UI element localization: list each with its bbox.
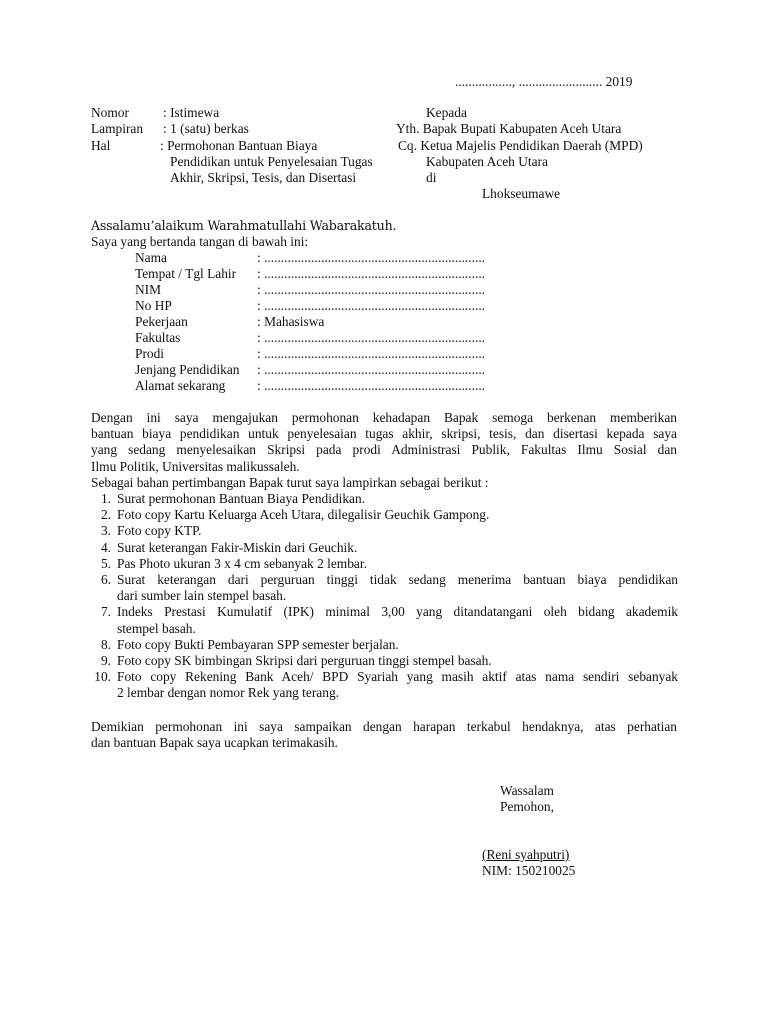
list-text-continued: dari sumber lain stempel basah. [117, 588, 287, 604]
list-item [91, 507, 678, 523]
list-text: Foto copy KTP. [117, 523, 202, 539]
list-text: Surat permohonan Bantuan Biaya Pendidikan. [117, 491, 366, 506]
recipient-city: Lhokseumawe [482, 186, 561, 201]
field-value: : .................................................................. [257, 330, 486, 345]
field-value: : .................................................................. [257, 282, 486, 297]
list-number: 10. [94, 669, 111, 685]
greeting-salam: Assalamu’alaikum Warahmatullahi Wabarakatuh. [91, 218, 397, 233]
field-value: : .................................................................. [257, 362, 486, 377]
field-value: : .................................................................. [257, 266, 486, 281]
recipient-yth: Yth. Bapak Bupati Kabupaten Aceh Utara [396, 121, 622, 136]
field-row-nim [135, 282, 535, 298]
list-text: Surat keterangan dari perguruan tinggi tidak sedang menerima bantuan biaya pendidikan [117, 572, 678, 588]
list-item [91, 669, 678, 701]
field-label: NIM [135, 282, 162, 297]
field-row-pekerjaan [135, 314, 535, 330]
field-label: Tempat / Tgl Lahir [135, 266, 237, 281]
hal-value-line2: Pendidikan untuk Penyelesaian Tugas [170, 154, 373, 169]
list-number: 8. [100, 636, 111, 652]
field-value: : .................................................................. [257, 298, 486, 313]
list-text-continued: 2 lembar dengan nomor Rek yang terang. [117, 685, 339, 701]
list-number: 6. [100, 572, 111, 588]
field-row-nama [135, 250, 535, 266]
field-value: : .................................................................. [257, 250, 486, 265]
intro-line: Saya yang bertanda tangan di bawah ini: [91, 234, 309, 249]
field-row-fakultas [135, 330, 535, 346]
list-item [91, 604, 678, 636]
field-label: Nama [135, 250, 167, 265]
list-item [91, 540, 678, 556]
list-number: 9. [100, 653, 111, 669]
nomor-value: : Istimewa [163, 105, 220, 120]
body-line: bantuan biaya pendidikan untuk penyelesaian tugas akhir, skripsi, tesis, dan disertasi kepada saya [91, 426, 677, 442]
attachments-list [91, 491, 678, 702]
field-label: Alamat sekarang [135, 378, 226, 393]
nomor-label: Nomor [91, 105, 129, 120]
field-row-tempat-tgl-lahir [135, 266, 535, 282]
lampiran-label: Lampiran [91, 121, 144, 136]
body-line: Sebagai bahan pertimbangan Bapak turut saya lampirkan sebagai berikut : [91, 474, 489, 490]
body-line: Ilmu Politik, Universitas malikussaleh. [91, 458, 300, 474]
list-number: 4. [100, 539, 111, 555]
field-value: : .................................................................. [257, 378, 486, 393]
list-number: 3. [100, 523, 111, 539]
hal-value-line1: : Permohonan Bantuan Biaya [160, 138, 318, 153]
body-line: yang sedang menyelesaikan Skripsi pada prodi Administrasi Publik, Fakultas Ilmu Sosial dan [91, 442, 677, 458]
field-label: Pekerjaan [135, 314, 188, 329]
signature-pemohon: Pemohon, [500, 799, 554, 814]
list-item [91, 556, 678, 572]
date-line: ................., ......................... 2019 [455, 74, 633, 89]
list-text: Foto copy Bukti Pembayaran SPP semester berjalan. [117, 636, 399, 652]
list-text: Pas Photo ukuran 3 x 4 cm sebanyak 2 lembar. [117, 555, 367, 571]
closing-line: dan bantuan Bapak saya ucapkan terimakasih. [91, 735, 338, 751]
field-label: Jenjang Pendidikan [135, 362, 240, 377]
list-number: 2. [100, 507, 111, 523]
list-text: Indeks Prestasi Kumulatif (IPK) minimal 3,00 yang ditandatangani oleh bidang akademik [117, 604, 678, 620]
recipient-kepada: Kepada [426, 105, 467, 120]
hal-label: Hal [91, 138, 111, 153]
hal-value-line3: Akhir, Skripsi, Tesis, dan Disertasi [170, 170, 357, 185]
field-value: : .................................................................. [257, 346, 486, 361]
recipient-kabupaten: Kabupaten Aceh Utara [426, 154, 548, 169]
field-row-jenjang-pendidikan [135, 362, 535, 378]
list-text: Surat keterangan Fakir-Miskin dari Geuchik. [117, 539, 358, 555]
body-line: Dengan ini saya mengajukan permohonan kehadapan Bapak semoga berkenan memberikan [91, 410, 677, 425]
closing-paragraph [91, 719, 677, 751]
list-text: Foto copy SK bimbingan Skripsi dari perguruan tinggi stempel basah. [117, 653, 492, 669]
field-row-no-hp [135, 298, 535, 314]
lampiran-value: : 1 (satu) berkas [163, 121, 249, 136]
list-item [91, 523, 678, 539]
field-value: : Mahasiswa [257, 314, 325, 329]
list-number: 7. [100, 604, 111, 620]
recipient-cq: Cq. Ketua Majelis Pendidikan Daerah (MPD) [398, 138, 643, 153]
list-text: Foto copy Kartu Keluarga Aceh Utara, dilegalisir Geuchik Gampong. [117, 507, 490, 523]
list-item [91, 653, 678, 669]
field-label: Fakultas [135, 330, 181, 345]
field-row-alamat-sekarang [135, 378, 535, 394]
field-label: Prodi [135, 346, 165, 361]
signature-name: (Reni syahputri) [482, 847, 570, 862]
list-number: 5. [100, 555, 111, 571]
list-item [91, 637, 678, 653]
list-item [91, 491, 678, 507]
signature-nim: NIM: 150210025 [482, 863, 576, 878]
recipient-di: di [426, 170, 437, 185]
body-paragraph [91, 410, 677, 491]
list-number: 1. [100, 491, 111, 506]
list-text-continued: stempel basah. [117, 620, 196, 636]
list-text: Foto copy Rekening Bank Aceh/ BPD Syariah yang masih aktif atas nama sendiri sebanyak [117, 669, 678, 685]
closing-line: Demikian permohonan ini saya sampaikan dengan harapan terkabul hendaknya, atas perhatian [91, 719, 677, 734]
signature-wassalam: Wassalam [500, 783, 554, 798]
field-label: No HP [135, 298, 172, 313]
list-item [91, 572, 678, 604]
field-row-prodi [135, 346, 535, 362]
